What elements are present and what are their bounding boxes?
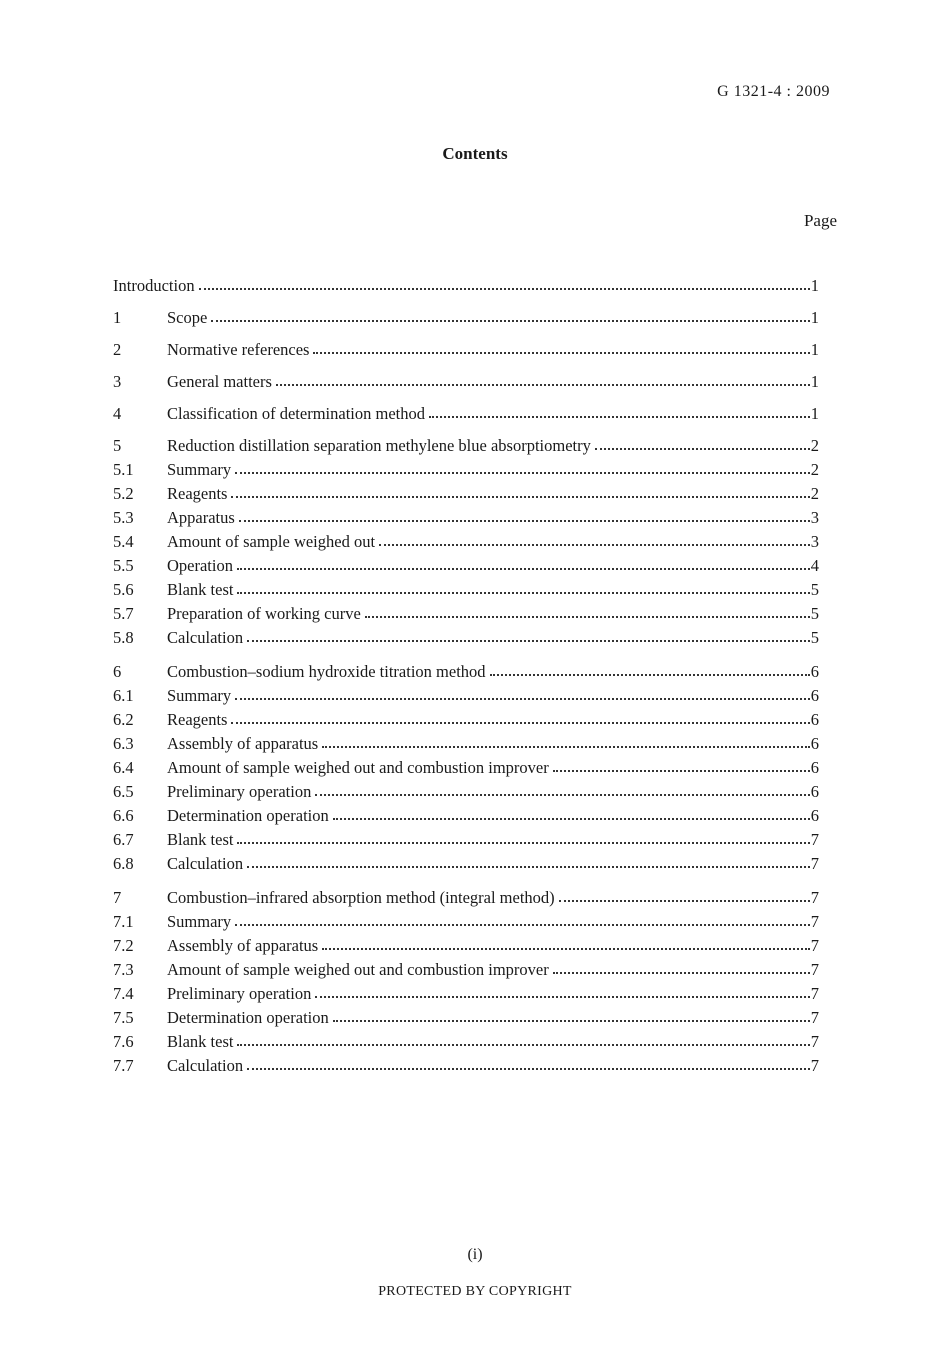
toc-entry[interactable] bbox=[113, 802, 819, 826]
toc-entry-page: 7 bbox=[810, 1032, 819, 1051]
toc-entry-number: 5.4 bbox=[113, 532, 134, 551]
toc-entry-body bbox=[167, 340, 819, 360]
toc-entry-body bbox=[167, 1056, 819, 1076]
toc-entry[interactable] bbox=[113, 908, 819, 932]
toc-entry-page: 7 bbox=[810, 888, 819, 907]
toc-entry-body bbox=[113, 276, 819, 296]
toc-entry[interactable] bbox=[113, 706, 819, 730]
toc-entry-body bbox=[167, 460, 819, 480]
toc-entry[interactable] bbox=[113, 624, 819, 648]
dot-leader bbox=[322, 948, 810, 950]
toc-entry-title: Assembly of apparatus bbox=[167, 936, 319, 955]
toc-entry-body bbox=[167, 912, 819, 932]
toc-entry-page: 1 bbox=[810, 308, 819, 327]
toc-entry-body bbox=[167, 960, 819, 980]
toc-entry-body bbox=[167, 604, 819, 624]
toc-entry-page: 2 bbox=[810, 460, 819, 479]
toc-entry-body bbox=[167, 580, 819, 600]
toc-entry-number: 6.2 bbox=[113, 710, 134, 729]
dot-leader bbox=[429, 416, 810, 418]
toc-entry-page: 2 bbox=[810, 484, 819, 503]
toc-entry-page: 4 bbox=[810, 556, 819, 575]
toc-entry[interactable] bbox=[113, 932, 819, 956]
dot-leader bbox=[239, 520, 810, 522]
toc-entry-number: 7.2 bbox=[113, 936, 134, 955]
toc-entry-title: Blank test bbox=[167, 1032, 234, 1051]
dot-leader bbox=[237, 592, 809, 594]
toc-entry[interactable] bbox=[113, 754, 819, 778]
toc-entry-title: Combustion–infrared absorption method (integral method) bbox=[167, 888, 555, 907]
toc-entry-page: 6 bbox=[810, 686, 819, 705]
toc-entry-page: 2 bbox=[810, 436, 819, 455]
toc-entry-page: 7 bbox=[810, 830, 819, 849]
toc-entry[interactable] bbox=[113, 874, 819, 908]
toc-entry-body bbox=[167, 734, 819, 754]
toc-entry-number: 7.1 bbox=[113, 912, 134, 931]
toc-entry-body bbox=[167, 710, 819, 730]
toc-entry-title: Reagents bbox=[167, 484, 228, 503]
toc-entry-title: Blank test bbox=[167, 830, 234, 849]
toc-entry-title: Calculation bbox=[167, 628, 244, 647]
toc-entry-page: 6 bbox=[810, 734, 819, 753]
toc-entry-number: 6.1 bbox=[113, 686, 134, 705]
dot-leader bbox=[379, 544, 810, 546]
toc-entry-page: 5 bbox=[810, 628, 819, 647]
dot-leader bbox=[211, 320, 809, 322]
toc-entry-number: 6.5 bbox=[113, 782, 134, 801]
toc-entry-title: Determination operation bbox=[167, 1008, 329, 1027]
page-column-label: Page bbox=[803, 211, 837, 230]
toc-entry-title: Amount of sample weighed out and combustion improver bbox=[167, 960, 549, 979]
dot-leader bbox=[490, 674, 810, 676]
toc-entry-number: 6 bbox=[113, 662, 122, 681]
toc-entry-page: 6 bbox=[810, 806, 819, 825]
dot-leader bbox=[237, 568, 810, 570]
toc-entry-number: 6.8 bbox=[113, 854, 134, 873]
toc-entry-number: 3 bbox=[113, 372, 122, 391]
toc-entry[interactable] bbox=[113, 850, 819, 874]
toc-entry-page: 1 bbox=[810, 276, 819, 295]
toc-entry-body bbox=[167, 830, 819, 850]
toc-entry-body bbox=[167, 532, 819, 552]
toc-entry-body bbox=[167, 662, 819, 682]
toc-entry-title: Assembly of apparatus bbox=[167, 734, 319, 753]
toc-entry[interactable] bbox=[113, 1028, 819, 1052]
toc-entry[interactable] bbox=[113, 576, 819, 600]
toc-entry-title: Normative references bbox=[167, 340, 310, 359]
toc-entry-title: Scope bbox=[167, 308, 208, 327]
toc-entry-title: Calculation bbox=[167, 1056, 244, 1075]
toc-entry-body bbox=[167, 308, 819, 328]
toc-entry-body bbox=[167, 372, 819, 392]
toc-entry-page: 7 bbox=[810, 912, 819, 931]
dot-leader bbox=[247, 866, 810, 868]
toc-entry-page: 5 bbox=[810, 580, 819, 599]
toc-entry-number: 6.7 bbox=[113, 830, 134, 849]
toc-entry[interactable] bbox=[113, 730, 819, 754]
toc-entry-number: 6.4 bbox=[113, 758, 134, 777]
dot-leader bbox=[365, 616, 810, 618]
toc-entry-title: General matters bbox=[167, 372, 272, 391]
toc-entry-number: 7.4 bbox=[113, 984, 134, 1003]
toc-entry-number: 7.7 bbox=[113, 1056, 134, 1075]
toc-entry[interactable] bbox=[113, 552, 819, 576]
dot-leader bbox=[237, 1044, 809, 1046]
toc-entry-body bbox=[167, 484, 819, 504]
toc-entry-body bbox=[167, 686, 819, 706]
toc-entry[interactable] bbox=[113, 456, 819, 480]
toc-entry[interactable] bbox=[113, 826, 819, 850]
toc-entry-title: Summary bbox=[167, 912, 232, 931]
toc-entry-number: 7.5 bbox=[113, 1008, 134, 1027]
dot-leader bbox=[313, 352, 809, 354]
toc-entry-title: Classification of determination method bbox=[167, 404, 425, 423]
toc-entry-title: Summary bbox=[167, 460, 232, 479]
toc-entry-number: 5.2 bbox=[113, 484, 134, 503]
toc-entry[interactable] bbox=[113, 956, 819, 980]
toc-entry[interactable] bbox=[113, 480, 819, 504]
toc-entry-page: 7 bbox=[810, 936, 819, 955]
toc-entry-page: 6 bbox=[810, 782, 819, 801]
toc-entry[interactable] bbox=[113, 600, 819, 624]
toc-entry-page: 1 bbox=[810, 404, 819, 423]
toc-entry-number: 4 bbox=[113, 404, 122, 423]
toc-entry-title: Preparation of working curve bbox=[167, 604, 361, 623]
dot-leader bbox=[333, 1020, 810, 1022]
page-folio: (i) bbox=[467, 1246, 483, 1263]
toc-entry-page: 5 bbox=[810, 604, 819, 623]
toc-entry-page: 1 bbox=[810, 340, 819, 359]
dot-leader bbox=[247, 640, 810, 642]
toc-entry-title: Combustion–sodium hydroxide titration method bbox=[167, 662, 486, 681]
toc-entry-page: 7 bbox=[810, 960, 819, 979]
table-of-contents bbox=[113, 272, 819, 1076]
toc-entry-number: 1 bbox=[113, 308, 122, 327]
toc-entry-title: Summary bbox=[167, 686, 232, 705]
dot-leader bbox=[237, 842, 809, 844]
toc-entry[interactable] bbox=[113, 296, 819, 328]
toc-entry-title: Amount of sample weighed out and combustion improver bbox=[167, 758, 549, 777]
dot-leader bbox=[553, 770, 810, 772]
toc-entry-page: 7 bbox=[810, 984, 819, 1003]
toc-entry-body bbox=[167, 508, 819, 528]
toc-entry-page: 6 bbox=[810, 662, 819, 681]
toc-entry-body bbox=[167, 782, 819, 802]
toc-entry-page: 3 bbox=[810, 508, 819, 527]
toc-entry-title: Blank test bbox=[167, 580, 234, 599]
toc-entry-number: 5.1 bbox=[113, 460, 134, 479]
toc-entry-number: 5.3 bbox=[113, 508, 134, 527]
toc-entry-title: Calculation bbox=[167, 854, 244, 873]
toc-entry-number: 5.7 bbox=[113, 604, 134, 623]
dot-leader bbox=[231, 722, 809, 724]
toc-entry-number: 7.6 bbox=[113, 1032, 134, 1051]
toc-entry-title: Determination operation bbox=[167, 806, 329, 825]
toc-entry-number: 7 bbox=[113, 888, 122, 907]
toc-entry-number: 5.8 bbox=[113, 628, 134, 647]
dot-leader bbox=[322, 746, 810, 748]
toc-entry-title: Preliminary operation bbox=[167, 984, 312, 1003]
toc-entry-page: 3 bbox=[810, 532, 819, 551]
toc-entry-body bbox=[167, 436, 819, 456]
toc-entry[interactable] bbox=[113, 392, 819, 424]
dot-leader bbox=[235, 924, 810, 926]
toc-entry-number: 2 bbox=[113, 340, 122, 359]
toc-entry[interactable] bbox=[113, 328, 819, 360]
toc-entry[interactable] bbox=[113, 648, 819, 682]
toc-entry-body bbox=[167, 888, 819, 908]
toc-entry-body bbox=[167, 556, 819, 576]
toc-entry[interactable] bbox=[113, 528, 819, 552]
toc-entry-body bbox=[167, 1032, 819, 1052]
toc-entry-number: 5.6 bbox=[113, 580, 134, 599]
copyright-notice: PROTECTED BY COPYRIGHT bbox=[378, 1284, 572, 1299]
toc-entry[interactable] bbox=[113, 682, 819, 706]
toc-entry[interactable] bbox=[113, 504, 819, 528]
toc-entry-page: 7 bbox=[810, 854, 819, 873]
dot-leader bbox=[315, 996, 809, 998]
dot-leader bbox=[276, 384, 810, 386]
dot-leader bbox=[595, 448, 810, 450]
toc-entry[interactable] bbox=[113, 1052, 819, 1076]
toc-entry[interactable] bbox=[113, 360, 819, 392]
toc-entry-body bbox=[167, 806, 819, 826]
toc-entry-title: Operation bbox=[167, 556, 233, 575]
toc-entry-number: 6.6 bbox=[113, 806, 134, 825]
toc-entry[interactable] bbox=[113, 778, 819, 802]
dot-leader bbox=[235, 698, 810, 700]
toc-entry[interactable] bbox=[113, 1004, 819, 1028]
dot-leader bbox=[199, 288, 810, 290]
toc-entry-number: 6.3 bbox=[113, 734, 134, 753]
toc-entry-page: 1 bbox=[810, 372, 819, 391]
dot-leader bbox=[231, 496, 809, 498]
toc-entry-body bbox=[167, 984, 819, 1004]
dot-leader bbox=[315, 794, 809, 796]
toc-entry-title: Reagents bbox=[167, 710, 228, 729]
toc-entry-page: 7 bbox=[810, 1008, 819, 1027]
toc-entry-number: 5.5 bbox=[113, 556, 134, 575]
toc-entry-body bbox=[167, 404, 819, 424]
toc-entry-title: Reduction distillation separation methylene blue absorptiometry bbox=[167, 436, 591, 455]
toc-entry-body bbox=[167, 628, 819, 648]
toc-entry-page: 7 bbox=[810, 1056, 819, 1075]
toc-entry-title: Introduction bbox=[113, 276, 195, 295]
toc-entry-title: Preliminary operation bbox=[167, 782, 312, 801]
toc-entry[interactable] bbox=[113, 272, 819, 296]
toc-entry-number: 7.3 bbox=[113, 960, 134, 979]
page-title: Contents bbox=[442, 144, 508, 163]
dot-leader bbox=[235, 472, 810, 474]
toc-entry-title: Amount of sample weighed out bbox=[167, 532, 376, 551]
toc-entry-page: 6 bbox=[810, 758, 819, 777]
toc-entry-title: Apparatus bbox=[167, 508, 235, 527]
toc-entry-body bbox=[167, 758, 819, 778]
dot-leader bbox=[553, 972, 810, 974]
toc-entry-body bbox=[167, 854, 819, 874]
dot-leader bbox=[333, 818, 810, 820]
document-id: G 1321-4 : 2009 bbox=[717, 83, 830, 100]
toc-entry[interactable] bbox=[113, 980, 819, 1004]
toc-entry-page: 6 bbox=[810, 710, 819, 729]
dot-leader bbox=[559, 900, 810, 902]
toc-entry-body bbox=[167, 1008, 819, 1028]
toc-entry[interactable] bbox=[113, 424, 819, 456]
toc-entry-number: 5 bbox=[113, 436, 122, 455]
toc-entry-body bbox=[167, 936, 819, 956]
dot-leader bbox=[247, 1068, 810, 1070]
